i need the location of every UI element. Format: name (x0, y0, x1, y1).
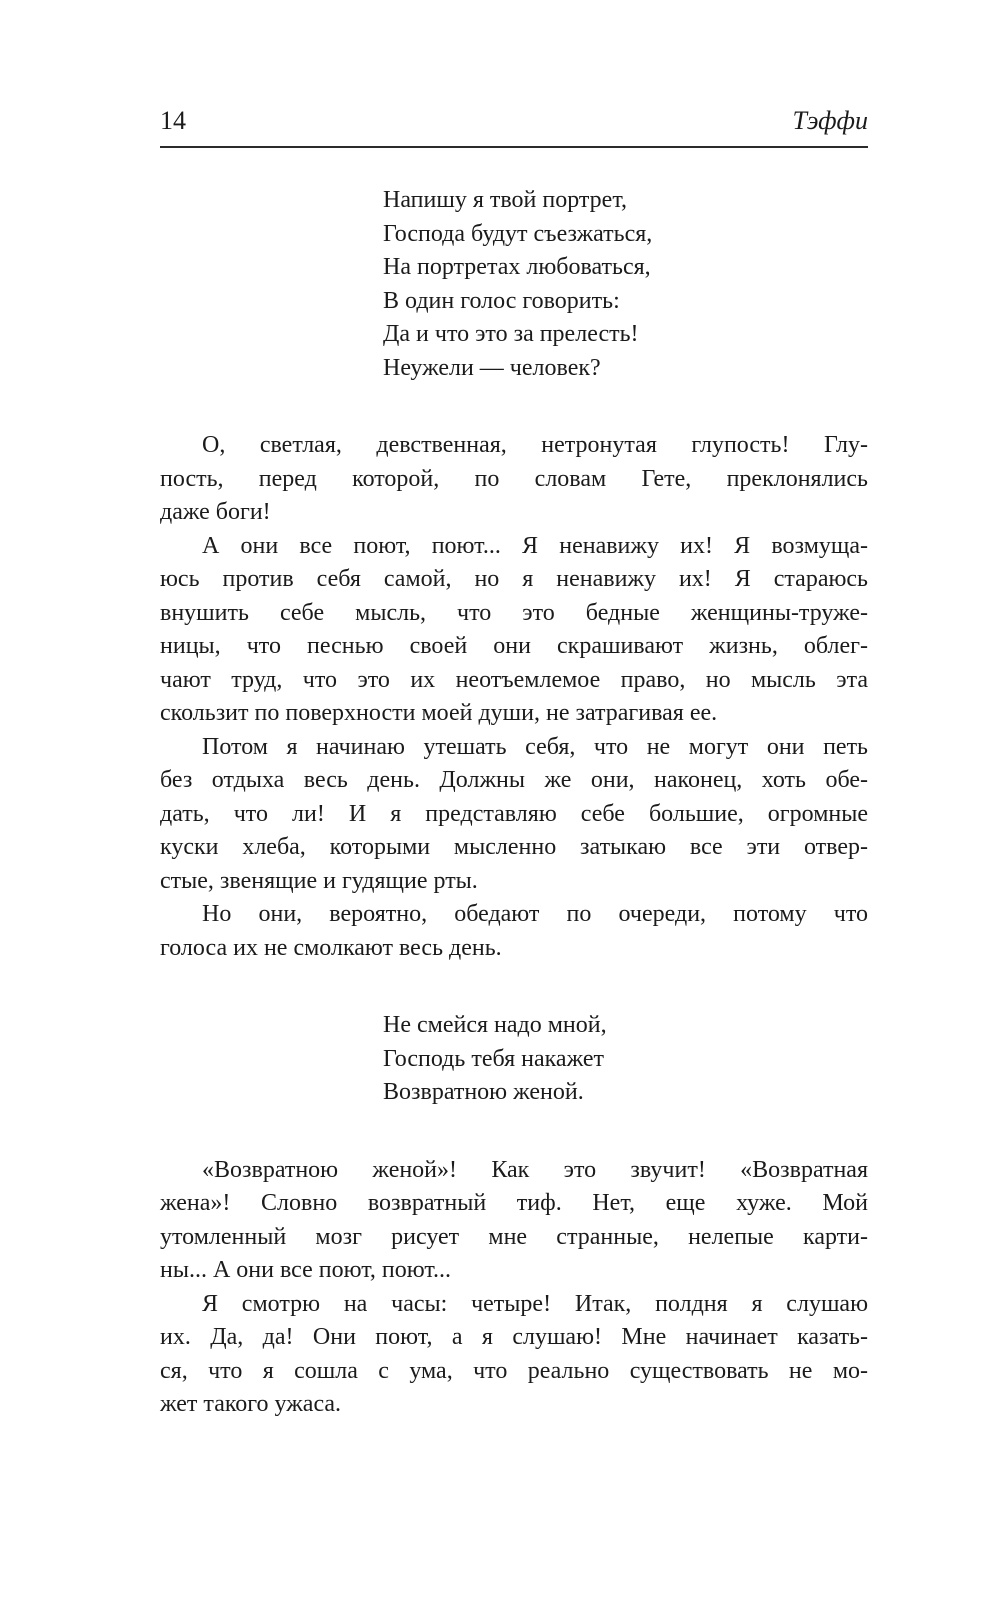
paragraph (160, 1154, 868, 1288)
para-line: ся, что я сошла с ума, что реально существовать не мо- (160, 1357, 868, 1384)
verse-line: Господа будут съезжаться, (383, 220, 653, 247)
para-line: стые, звенящие и гудящие рты. (160, 867, 478, 894)
para-line: Потом я начинаю утешать себя, что не могут они петь (202, 733, 868, 760)
verse-line: Да и что это за прелесть! (383, 321, 639, 347)
para-line: утомленный мозг рисует мне странные, нелепые карти- (160, 1223, 868, 1250)
para-line: жет такого ужаса. (160, 1391, 342, 1417)
para-line: чают труд, что это их неотъемлемое право, но мысль эта (160, 666, 868, 693)
para-line: А они все поют, поют... Я ненавижу их! Я возмуща- (202, 532, 868, 559)
verse-line: Не смейся надо мной, (383, 1012, 607, 1038)
para-line: О, светлая, девственная, нетронутая глупость! Глу- (202, 432, 868, 458)
verse-line: В один голос говорить: (383, 287, 620, 314)
paragraph (160, 898, 868, 965)
paragraph (160, 731, 868, 899)
paragraph (160, 530, 868, 731)
para-line: Я смотрю на часы: четыре! Итак, полдня я слушаю (202, 1290, 868, 1317)
verse-line: Неужели — человек? (383, 354, 601, 381)
para-line: внушить себе мысль, что это бедные женщины-труже- (160, 599, 868, 626)
running-title: Тэффи (792, 106, 868, 135)
para-line: их. Да, да! Они поют, а я слушаю! Мне начинает казать- (160, 1324, 868, 1350)
verse-block (383, 1009, 868, 1110)
para-line: пость, перед которой, по словам Гете, преклонялись (160, 465, 868, 492)
para-line: ны... А они все поют, поют... (160, 1257, 452, 1283)
page-number: 14 (160, 106, 186, 135)
verse-line: На портретах любоваться, (383, 254, 651, 280)
para-line: Но они, вероятно, обедают по очереди, потому что (202, 901, 868, 927)
para-line: даже боги! (160, 499, 271, 525)
para-line: куски хлеба, которыми мысленно затыкаю все эти отвер- (160, 834, 868, 860)
paragraph (160, 429, 868, 530)
verse-line: Возвратною женой. (383, 1079, 584, 1105)
page-body (160, 184, 868, 1422)
para-line: скользит по поверхности моей души, не затрагивая ее. (160, 700, 718, 726)
para-line: без отдыха весь день. Должны же они, наконец, хоть обе- (160, 767, 868, 793)
para-line: жена»! Словно возвратный тиф. Нет, еще хуже. Мой (160, 1190, 868, 1216)
page-header (160, 106, 868, 148)
para-line: «Возвратною женой»! Как это звучит! «Возвратная (202, 1156, 868, 1183)
paragraph (160, 1288, 868, 1422)
verse-line: Господь тебя накажет (383, 1045, 604, 1072)
para-line: ницы, что песнью своей они скрашивают жизнь, облег- (160, 633, 868, 659)
para-line: дать, что ли! И я представляю себе большие, огромные (160, 800, 868, 827)
para-line: голоса их не смолкают весь день. (160, 934, 502, 961)
verse-line: Напишу я твой портрет, (383, 187, 628, 213)
para-line: юсь против себя самой, но я ненавижу их! Я стараюсь (160, 566, 868, 592)
verse-block (383, 184, 868, 385)
